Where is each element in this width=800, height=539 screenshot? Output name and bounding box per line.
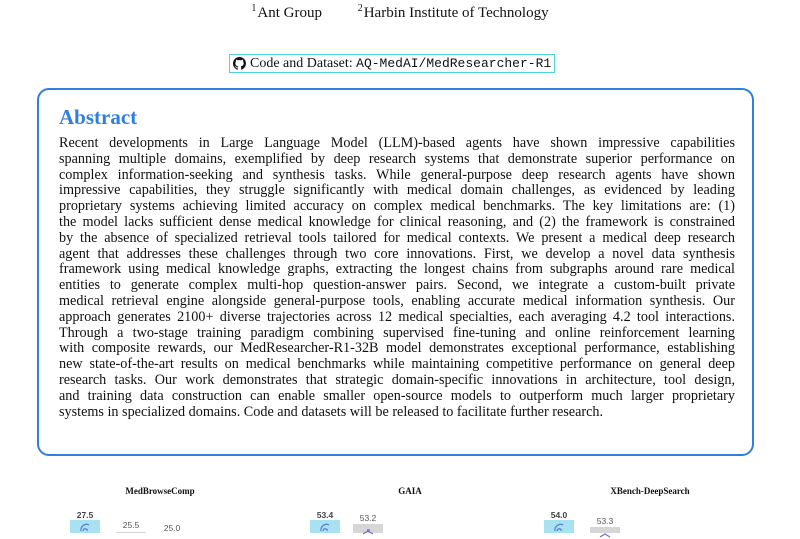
abstract-line: Through a two-stage training paradigm combining supervised fine-tuning and online reinforcement learning xyxy=(59,324,735,341)
abstract-line: new state-of-the-art results on medical benchmarks while maintaining competitive performance on general deep xyxy=(59,356,735,373)
abstract-line: entities to generate complex multi-hop question-answer pairs. Second, we integrate a custom-built private xyxy=(59,277,735,294)
bar-other xyxy=(590,527,620,533)
model-logo-icon xyxy=(598,529,612,539)
model-logo-icon xyxy=(552,522,566,532)
repo-name: AQ-MedAI/MedResearcher-R1 xyxy=(356,55,552,71)
bar-value: 25.0 xyxy=(163,523,181,533)
chart-medbrowsecomp xyxy=(40,480,280,533)
abstract-line: with composite rewards, our MedResearcher-R1-32B model demonstrates exceptional performance, establishing xyxy=(59,340,735,357)
benchmark-charts xyxy=(0,480,800,533)
github-icon xyxy=(233,57,246,70)
abstract-box xyxy=(37,88,754,456)
model-logo-icon xyxy=(361,526,375,536)
abstract-title: Abstract xyxy=(59,105,138,129)
abstract-line: framework using medical knowledge graphs, extracting the longest chains from subgraphs around rare medical xyxy=(59,261,735,278)
affiliation-2: $^2$Harbin Institute of Technology xyxy=(357,3,549,21)
bar-other xyxy=(353,524,383,533)
model-logo-icon xyxy=(318,522,332,532)
chart-gaia xyxy=(290,480,530,533)
abstract-body xyxy=(59,136,735,420)
abstract-line: impressive capabilities, they struggle significantly with medical domain challenges, as evidenced by leading xyxy=(59,182,735,199)
abstract-line: Recent developments in Large Language Model (LLM)-based agents have shown impressive capabilities xyxy=(59,135,735,151)
abstract-line: research tasks. Our work demonstrates that strategic domain-specific innovations in architecture, tool design, xyxy=(59,371,735,388)
model-logo-icon xyxy=(78,522,92,532)
abstract-line: approach generates 2100+ diverse trajectories across 12 medical specialties, each averaging 4.2 tool interactions. xyxy=(59,308,735,325)
bar-value: 53.2 xyxy=(359,513,377,523)
chart-title: GAIA xyxy=(398,486,422,496)
code-link-label: Code and Dataset: xyxy=(250,55,353,71)
bar-value: 53.4 xyxy=(316,510,334,520)
abstract-line: proprietary systems achieving limited accuracy on complex medical benchmarks. The key limitations are: (1) xyxy=(59,198,735,215)
abstract-line: agent that addresses these challenges through two core innovations. First, we develop a novel data synthesis xyxy=(59,245,735,262)
chart-title: XBench-DeepSearch xyxy=(610,486,690,496)
bar-value: 53.3 xyxy=(596,516,614,526)
bar-ours xyxy=(310,520,340,533)
abstract-line: systems in specialized domains. Code and datasets will be released to facilitate further research. xyxy=(59,403,604,420)
bar-value: 54.0 xyxy=(550,510,568,520)
abstract-line: spanning multiple domains, exemplified by deep research systems that demonstrate superior performance on xyxy=(59,150,735,167)
bar-ours xyxy=(70,520,100,533)
abstract-line: and training data construction can enable smaller open-source models to outperform much larger proprietary xyxy=(59,387,735,404)
bar-value: 27.5 xyxy=(76,510,94,520)
code-dataset-link[interactable] xyxy=(229,54,555,73)
abstract-line: the model lacks sufficient dense medical knowledge for clinical reasoning, and (2) the framework is constrained xyxy=(59,213,735,230)
bar-value: 25.5 xyxy=(122,520,140,530)
affiliation-1: $^1$Ant Group xyxy=(251,3,322,21)
abstract-line: by the absence of specialized retrieval tools tailored for medical contexts. We present a medical deep research xyxy=(59,229,735,246)
affiliations xyxy=(0,0,800,22)
bar-ours xyxy=(544,520,574,533)
chart-xbench-deepsearch xyxy=(530,480,770,533)
chart-title: MedBrowseComp xyxy=(125,486,195,496)
abstract-line: complex information-seeking and synthesis tasks. While general-purpose deep research agents have shown xyxy=(59,166,735,183)
abstract-line: medical retrieval engine alongside general-purpose tools, enabling accurate medical information synthesis. Our xyxy=(59,292,735,309)
